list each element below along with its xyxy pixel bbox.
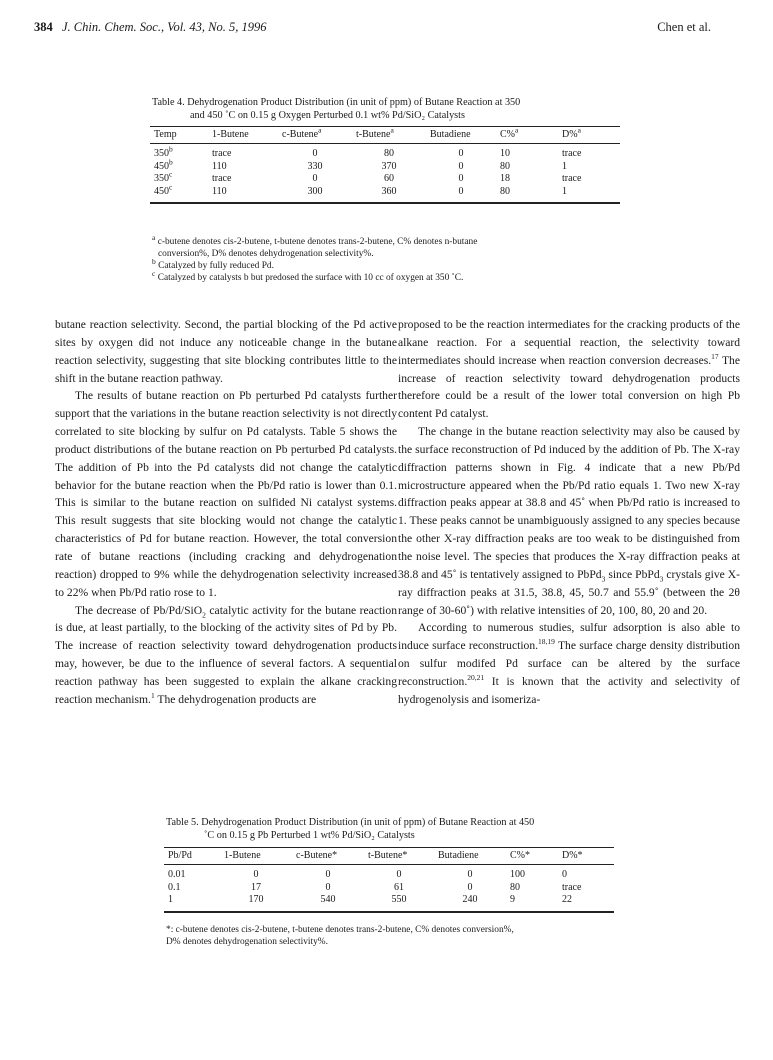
table5-cell: 1 xyxy=(168,894,173,906)
table5-cell: 61 xyxy=(394,881,404,893)
table5-footnote-line1: *: c-butene denotes cis-2-butene, t-butene denotes trans-2-butene, C% denotes conversion%, xyxy=(166,925,514,935)
left-paragraph-2: The results of butane reaction on Pb perturbed Pd catalysts further support that the variations in the butane reaction selectivity is not directly correlated to site blocking by sulfur on Pd catalysts. Table 5 shows the product distributions of the butane reaction on Pb perturbed Pd catalysts. The addition of Pb into the Pd catalysts did not change the catalytic behavior for the butane reaction when the Pb/Pd ratio is lower than 0.1. This is similar to the butane reaction on sulfided Ni catalyst systems. This result suggests that site blocking would not change the catalytic characteristics of Pd for butane reaction. However, the total conversion rate of butane reactions (including cracking and dehydrogenation reaction) dropped to 9% while the dehydrogenation selectivity increased to 22% when Pb/Pd ratio rose to 1. xyxy=(55,389,397,599)
table-row xyxy=(164,894,614,912)
left-column xyxy=(55,316,397,709)
table4-header-row xyxy=(150,127,620,144)
table4-column-header-label: t-Butene xyxy=(356,129,391,140)
table5-column-header: 1-Butene xyxy=(224,850,261,861)
table4-cell: 0 xyxy=(458,185,464,197)
table5-caption xyxy=(166,817,616,842)
table5-footnote-line2: D% denotes dehydrogenation selectivity%. xyxy=(166,937,328,947)
table5-cell: 100 xyxy=(510,869,525,880)
table4-cell: 300 xyxy=(307,185,323,197)
table5-cell: 0 xyxy=(467,869,473,880)
table5-footnote xyxy=(166,924,616,948)
table4-footnote-line xyxy=(152,268,622,284)
table5 xyxy=(164,847,614,913)
table-row xyxy=(150,161,620,174)
table4-temp-cell xyxy=(150,182,208,204)
table4-cell: trace xyxy=(212,173,232,185)
table5-cell: 9 xyxy=(510,894,515,906)
table5-cell: 0.01 xyxy=(168,869,186,880)
table4-cell: 0 xyxy=(458,160,464,172)
table5-caption-line2: ˚C on 0.15 g Pb Perturbed 1 wt% Pd/SiO₂ Catalysts xyxy=(204,829,415,841)
table5-column-header: c-Butene* xyxy=(296,850,338,861)
table5-column-header: Butadiene xyxy=(438,850,479,861)
left-paragraph-1: butane reaction selectivity. Second, the partial blocking of the Pd active sites by oxygen did not induce any noticeable change in the butane reaction selectivity, suggesting that site blocking contributes little to the shift in the butane reaction pathway. xyxy=(55,318,397,385)
table5-cell: 80 xyxy=(510,881,520,893)
table4-cell: 10 xyxy=(500,148,510,159)
reference-mark: 20,21 xyxy=(467,673,485,683)
table4-cell: 0 xyxy=(458,173,464,185)
table-row xyxy=(164,865,614,882)
footnote-mark: a xyxy=(515,125,519,135)
table5-cell: 0 xyxy=(562,869,567,880)
table4-column-header-label: C% xyxy=(500,129,515,140)
reference-mark: 18,19 xyxy=(538,637,555,647)
table4-cell: 1 xyxy=(562,185,567,197)
table4-temp-cell xyxy=(150,169,208,186)
table4-cell: trace xyxy=(212,148,232,159)
table4-footnote-text: c-butene denotes cis-2-butene, t-butene denotes trans-2-butene, C% denotes n-butane xyxy=(157,237,478,247)
footnote-mark: c xyxy=(169,182,173,192)
table4-cell: 0 xyxy=(458,148,464,159)
table4-column-header xyxy=(278,127,352,144)
table4-cell: 370 xyxy=(381,160,397,172)
table4-column-header-label: Butadiene xyxy=(430,129,471,140)
right-column xyxy=(398,316,740,709)
reference-mark: 1 xyxy=(150,690,155,700)
right-paragraph-1: proposed to be the reaction intermediates for the cracking products of the alkane reaction. For a sequential reaction, the selectivity toward intermediates should increase when reaction conversion decreases.$^{17}$ The increase of reaction selectivity toward dehydrogenation products therefore could be a result of the lower total conversion on high Pb content Pd catalyst. xyxy=(398,318,740,421)
table-row xyxy=(164,882,614,895)
table4-cell: 18 xyxy=(500,173,510,185)
table5-cell: 240 xyxy=(462,894,478,906)
table4-cell: 110 xyxy=(212,185,227,197)
table4-footnote-text: conversion%, D% denotes dehydrogenation selectivity%. xyxy=(158,249,374,259)
table5-column-header: Pb/Pd xyxy=(168,850,192,861)
footnote-mark: a xyxy=(390,125,394,135)
footnote-mark: a xyxy=(152,232,156,242)
footnote-mark: b xyxy=(152,256,156,266)
table5-column-header: C%* xyxy=(510,850,530,861)
page-number: 384 xyxy=(34,20,53,34)
table4-caption-line2: and 450 ˚C on 0.15 g Oxygen Perturbed 0.1 wt% Pd/SiO₂ Catalysts xyxy=(190,109,465,121)
table-row xyxy=(150,186,620,204)
table4-column-header-label: D% xyxy=(562,129,578,140)
table4-temp-cell xyxy=(150,157,208,174)
table4-cell: trace xyxy=(562,173,582,185)
table4-column-header xyxy=(150,127,208,144)
journal-citation: J. Chin. Chem. Soc., Vol. 43, No. 5, 1996 xyxy=(62,20,267,34)
table4-cell: 80 xyxy=(500,160,510,172)
table4-temp-value: 350 xyxy=(154,148,169,159)
table4-footnote-text: Catalyzed by catalysts b but predosed the surface with 10 cc of oxygen at 350 ˚C. xyxy=(157,273,464,283)
table4-column-header xyxy=(352,127,426,144)
table4-caption-line1: Table 4. Dehydrogenation Product Distribution (in unit of ppm) of Butane Reaction at 350 xyxy=(152,97,521,108)
table5-cell: 540 xyxy=(320,894,336,906)
table4-footnote-line xyxy=(152,256,622,272)
table4 xyxy=(150,126,620,204)
table4-column-header-label: 1-Butene xyxy=(212,129,249,140)
table5-cell: trace xyxy=(562,881,582,893)
table4-cell: 330 xyxy=(307,160,323,172)
table4-caption xyxy=(152,97,622,122)
table5-cell: 22 xyxy=(562,894,572,906)
table4-footnote-line xyxy=(152,248,622,260)
footnote-mark: c xyxy=(169,169,173,179)
table4-column-header xyxy=(208,127,278,144)
table4-cell: 1 xyxy=(562,160,567,172)
table4-cell: 0 xyxy=(312,173,318,185)
table5-cell: 0 xyxy=(396,869,402,880)
footnote-mark: a xyxy=(318,125,322,135)
table5-cell: 0 xyxy=(253,869,259,880)
table-row xyxy=(150,144,620,161)
right-paragraph-3: According to numerous studies, sulfur adsorption is also able to induce surface reconstruction.$^{18,19}$ The surface charge density distribution on sulfur modifed Pd surface can be altered by the surface reconstruction.$^{20,21}$ It is known that the activity and selectivity of hydrogenolysis and isomeriza- xyxy=(398,621,740,706)
footnote-mark: a xyxy=(577,125,581,135)
table4-column-header-label: Temp xyxy=(154,129,177,140)
footnote-mark: b xyxy=(169,157,173,167)
table5-caption-line1: Table 5. Dehydrogenation Product Distribution (in unit of ppm) of Butane Reaction at 450 xyxy=(166,817,535,828)
table4-footnote-line xyxy=(152,232,622,248)
left-paragraph-3: The decrease of Pb/Pd/SiO$_2$ catalytic activity for the butane reaction is due, at least partially, to the blocking of the activity sites of Pd by Pb. The increase of reaction selectivity toward dehydrogenation products may, however, be due to the influence of several factors. A sequential reaction pathway has been suggested to explain the alkane cracking reaction mechanism.$^1$ The dehydrogenation products are xyxy=(55,603,397,706)
table4-column-header-label: c-Butene xyxy=(282,129,319,140)
table4-cell: 60 xyxy=(384,173,394,185)
table4-temp-cell xyxy=(150,144,208,161)
reference-mark: 17 xyxy=(711,351,719,361)
running-author: Chen et al. xyxy=(657,20,711,34)
table5-column-header: D%* xyxy=(562,850,583,861)
table5-cell: 0 xyxy=(325,881,331,893)
table5-column-header: t-Butene* xyxy=(368,850,408,861)
table5-cell: 550 xyxy=(391,894,407,906)
table4-temp-value: 450 xyxy=(154,185,169,197)
table4-cell: trace xyxy=(562,148,582,159)
table4-footnotes xyxy=(152,232,622,284)
table-row xyxy=(150,173,620,186)
table5-cell: 170 xyxy=(248,894,264,906)
table4-cell: 80 xyxy=(384,148,394,159)
table5-cell: 0 xyxy=(325,869,331,880)
table5-cell: 0 xyxy=(467,881,473,893)
footnote-mark: c xyxy=(152,268,156,278)
table5-cell: 0.1 xyxy=(168,881,181,893)
table4-column-header xyxy=(558,127,620,144)
table4-cell: 0 xyxy=(312,148,318,159)
table4-column-header xyxy=(426,127,496,144)
table5-header-row xyxy=(164,848,614,865)
table4-column-header xyxy=(496,127,558,144)
table4-cell: 360 xyxy=(381,185,397,197)
table4-cell: 110 xyxy=(212,160,227,172)
table5-cell: 17 xyxy=(251,881,261,893)
table4-temp-value: 450 xyxy=(154,160,169,172)
table4-cell: 80 xyxy=(500,185,510,197)
table4-temp-value: 350 xyxy=(154,173,169,185)
footnote-mark: b xyxy=(169,144,173,154)
right-paragraph-2: The change in the butane reaction selectivity may also be caused by the surface reconstruction of Pd induced by the addition of Pb. The X-ray diffraction patterns shown in Fig. 4 indicate that a new Pb/Pd microstructure appeared when the Pb/Pd ratio equals 1. Two new X-ray diffraction peaks appear at 38.8 and 45˚ when Pb/Pd ratio is increased to 1. These peaks cannot be unambiguously assigned to any species because the other X-ray diffraction peaks are too weak to be distinguished from the noise level. The species that produces the X-ray diffraction peaks at 38.8 and 45˚ is tentatively assigned to PbPd$_3$ since PbPd$_3$ crystals give X-ray diffraction peaks at 31.5, 38.8, 45, 50.7 and 55.9˚ (between the 2θ range of 30-60˚) with relative intensities of 20, 100, 80, 20 and 20. xyxy=(398,425,740,617)
table4-footnote-text: Catalyzed by fully reduced Pd. xyxy=(158,261,274,271)
